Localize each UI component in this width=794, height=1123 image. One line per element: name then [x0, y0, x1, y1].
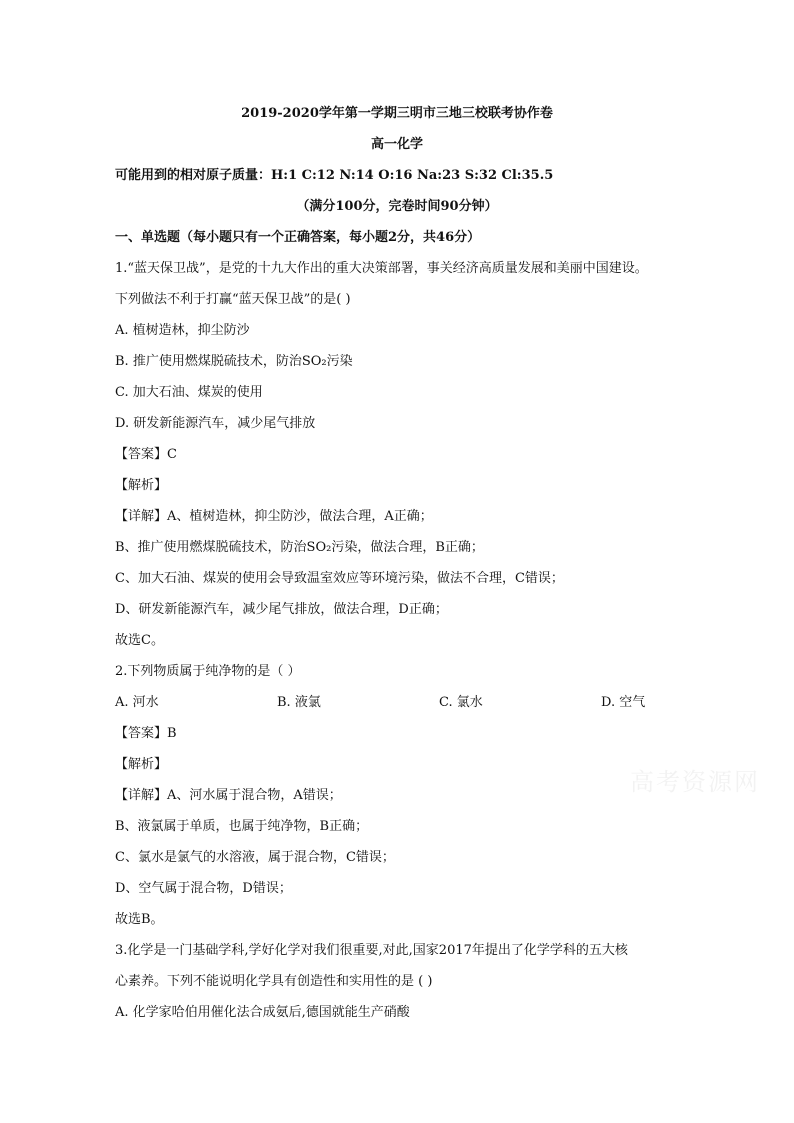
- q2-option-b: B. 液氯: [277, 695, 321, 710]
- exam-info: （满分100分，完卷时间90分钟）: [296, 199, 498, 214]
- q1-stem-line-1: 1.“蓝天保卫战”，是党的十九大作出的重大决策部署，事关经济高质量发展和美丽中国建设。: [115, 261, 648, 276]
- q1-detail-b: B、推广使用燃煤脱硫技术，防治SO₂污染，做法合理，B正确；: [115, 540, 484, 555]
- q2-option-a: A. 河水: [115, 695, 159, 710]
- watermark: 高考资源网: [630, 768, 760, 796]
- q1-analysis-label: 【解析】: [115, 478, 168, 493]
- q1-stem-line-2: 下列做法不利于打赢“蓝天保卫战”的是( ): [115, 292, 351, 307]
- q1-detail-d: D、研发新能源汽车，减少尾气排放，做法合理，D正确；: [115, 602, 448, 617]
- q1-answer: 【答案】C: [115, 447, 177, 462]
- q1-conclusion: 故选C。: [115, 633, 164, 648]
- q2-detail-a: 【详解】A、河水属于混合物，A错误；: [115, 788, 342, 803]
- q1-detail-a: 【详解】A、植树造林，抑尘防沙，做法合理，A正确；: [115, 509, 433, 524]
- q2-detail-d: D、空气属于混合物，D错误；: [115, 881, 292, 896]
- q2-detail-b: B、液氯属于单质，也属于纯净物，B正确；: [115, 819, 369, 834]
- q3-stem-line-1: 3.化学是一门基础学科,学好化学对我们很重要,对此,国家2017年提出了化学学科的五大核: [115, 943, 628, 958]
- q2-detail-c: C、氯水是氯气的水溶液，属于混合物，C错误；: [115, 850, 395, 865]
- q3-option-a: A. 化学家哈伯用催化法合成氨后,德国就能生产硝酸: [115, 1005, 410, 1020]
- q2-options-row: [115, 694, 675, 712]
- q1-option-c: C. 加大石油、煤炭的使用: [115, 385, 263, 400]
- q2-conclusion: 故选B。: [115, 912, 164, 927]
- atomic-masses: 可能用到的相对原子质量：H:1 C:12 N:14 O:16 Na:23 S:32 Cl:35.5: [115, 168, 554, 183]
- exam-title: 2019-2020学年第一学期三明市三地三校联考协作卷: [241, 106, 553, 121]
- section-heading: 一、单选题（每小题只有一个正确答案，每小题2分，共46分）: [115, 230, 481, 245]
- q2-stem: 2.下列物质属于纯净物的是（ ）: [115, 664, 301, 679]
- q1-option-b: B. 推广使用燃煤脱硫技术，防治SO₂污染: [115, 354, 353, 369]
- q3-stem-line-2: 心素养。下列不能说明化学具有创造性和实用性的是 ( ): [115, 974, 433, 989]
- q1-option-d: D. 研发新能源汽车，减少尾气排放: [115, 416, 316, 431]
- subject-title: 高一化学: [370, 137, 423, 152]
- q2-answer: 【答案】B: [115, 726, 177, 741]
- q2-option-c: C. 氯水: [439, 695, 483, 710]
- q2-analysis-label: 【解析】: [115, 757, 168, 772]
- q1-option-a: A. 植树造林，抑尘防沙: [115, 323, 250, 338]
- q1-detail-c: C、加大石油、煤炭的使用会导致温室效应等环境污染，做法不合理，C错误；: [115, 571, 564, 586]
- q2-option-d: D. 空气: [601, 695, 646, 710]
